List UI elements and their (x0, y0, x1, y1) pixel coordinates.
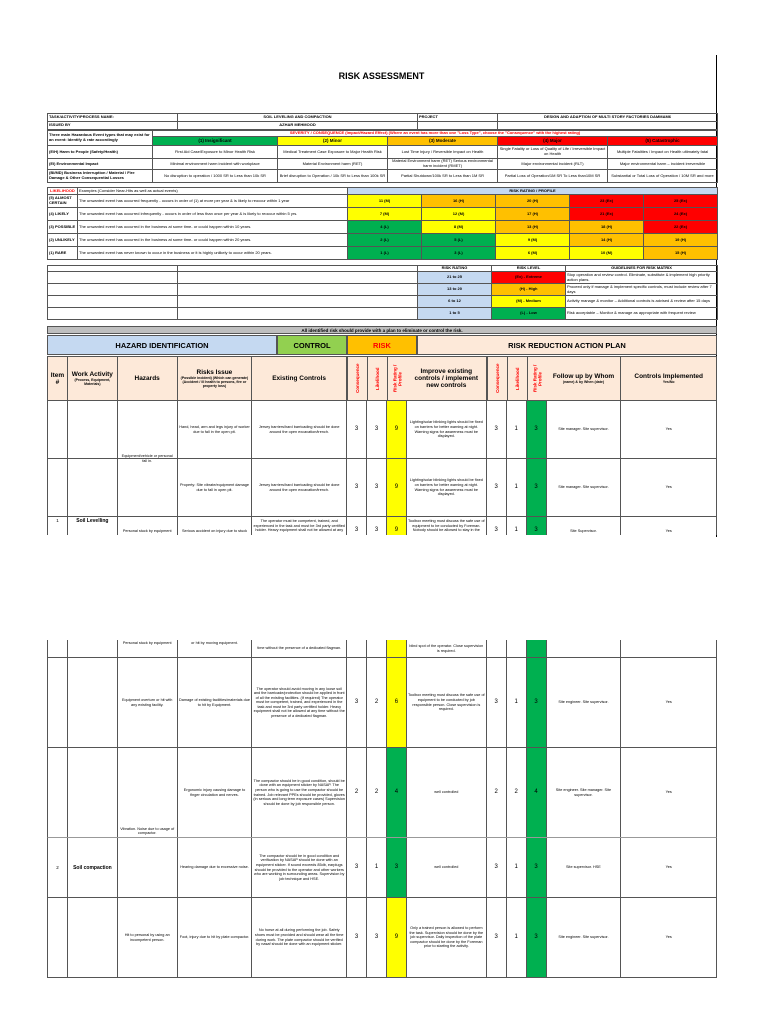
existing-cell: time without the presence of a dedicated flagman. (252, 640, 347, 657)
severity-level-2: (2) Minor (278, 137, 388, 146)
implemented-cell: Yes (665, 427, 672, 432)
matrix-cell: 20 (H) (496, 195, 570, 208)
rating2-cell: 4 (527, 748, 547, 837)
column-headers (47, 356, 717, 401)
guideline-text: Stop operation and review control. Eliminate, substitute & implement high priority action plans. (566, 272, 718, 284)
existing-cell: No horse at all during performing the job. Safety shoes must be provided and should wear all the time during work. The plate compactor should be verified by nasaf should be done with an equipment sticker. (252, 898, 347, 977)
rating-cell (387, 640, 407, 657)
project-label: PROJECT (418, 114, 498, 122)
improve-cell: well controlled (407, 838, 487, 897)
severity-cell: Material Environment harm (RET) (278, 159, 388, 170)
severity-level-3: (3) Moderate (388, 137, 498, 146)
severity-type: (EI) Environmental Impact (48, 159, 153, 170)
activity-cell: Soil compaction (68, 838, 118, 897)
section-headers (47, 335, 717, 355)
table-row (47, 517, 717, 535)
likelihood2-cell: 1 (507, 401, 527, 458)
page-1 (47, 55, 717, 537)
rating-cell: 6 (387, 658, 407, 747)
consequence-cell: 3 (347, 459, 367, 516)
rating2-cell: 3 (527, 898, 547, 977)
table-row (47, 748, 717, 838)
likelihood-cell: 3 (367, 401, 387, 458)
risk-matrix-header: RISK RATING / PROFILE (348, 188, 718, 195)
rating-cell: 9 (387, 517, 407, 535)
col-likelihood2: Likelihood (507, 357, 527, 400)
severity-cell: Major environmental harm – incident irreversible (608, 159, 718, 170)
severity-cell: Partial Shutdown/100k SR to Less than 1M SR (388, 170, 498, 183)
matrix-cell: 24 (Ex) (644, 208, 718, 221)
risk-cell: Property: Site vibrate/equipment damage due to fall in open pit. (178, 459, 253, 516)
implemented-cell: Yes (665, 700, 672, 705)
severity-level-4: (4) Major (498, 137, 608, 146)
item-number: 2 (48, 838, 68, 897)
consequence2-cell: 3 (487, 658, 507, 747)
matrix-cell: 5 (L) (422, 234, 496, 247)
matrix-cell: 22 (Ex) (644, 221, 718, 234)
guideline-text: Risk acceptable – Monitor & manage as appropriate with frequent review (566, 308, 718, 320)
matrix-cell: 4 (L) (348, 221, 422, 234)
likelihood-label: (5) ALMOST CERTAIN (48, 195, 78, 208)
col-rating2: Risk Rating / Profile (527, 357, 547, 400)
likelihood-desc: The unwanted event has occurred infrequently - occurs in order of less than once per year & is likely to reoccur within 5 yrs. (78, 208, 348, 221)
risk-level-header: RISK LEVEL (492, 266, 566, 272)
likelihood-table (47, 187, 718, 260)
severity-cell: Single Fatality or Loss of Quality of Life / Irreversible Impact on Health (498, 146, 608, 159)
col-risks-sub: (Possible incident) (Which can generate) (Accident / ill health to persons, fire or property loss) (180, 376, 249, 388)
rating-cell: 4 (387, 748, 407, 837)
severity-cell: Minimal environment harm incident with workplace (153, 159, 278, 170)
rating2-cell: 3 (527, 838, 547, 897)
consequence-cell: 3 (347, 838, 367, 897)
risk-assessment-header: RISK (347, 335, 417, 355)
matrix-cell: 21 (Ex) (570, 208, 644, 221)
likelihood-label: (4) LIKELY (48, 208, 78, 221)
likelihood-cell: 3 (367, 459, 387, 516)
severity-cell: Brief disruption to Operation / 10k SR to Less than 100k SR (278, 170, 388, 183)
col-implemented (621, 357, 716, 400)
improve-cell: Toolbox meeting must discuss the safe use of equipment to be conducted by Foreman. Nobody should be allowed to stay in the (407, 517, 487, 535)
matrix-cell: 7 (M) (348, 208, 422, 221)
likelihood-label: (1) RARE (48, 247, 78, 260)
table-row (47, 898, 717, 978)
existing-cell: The compactor should be in good condition and verification by NASAP should be done with an equipment sticker. If sound exceeds 85db, earplugs should be provided to the operator and other workers who are working in surrounding areas. Supervision by job technique and HSE. (252, 838, 347, 897)
likelihood2-cell: 1 (507, 838, 527, 897)
hazard-cell: Personal stuck by equipment (118, 517, 178, 535)
guidelines-header: GUIDELINES FOR RISK MATRIX (566, 266, 718, 272)
guideline-text: Activity manage & monitor – Additional controls is advised & review after 15 days (566, 296, 718, 308)
guideline-text: Proceed only if manage & implement specific controls, must include review after 7 days (566, 284, 718, 296)
likelihood-desc: The unwanted event has never known to occur in the business or it is highly unlikely to occur within 20 years. (78, 247, 348, 260)
matrix-cell: 23 (Ex) (570, 195, 644, 208)
consequence-cell: 3 (347, 658, 367, 747)
severity-cell: First Aid Case/Exposure to Minor Health Risk (153, 146, 278, 159)
risk-reduction-header: RISK REDUCTION ACTION PLAN (417, 335, 717, 355)
rating-cell: 3 (387, 838, 407, 897)
rating2-cell: 3 (527, 658, 547, 747)
risk-level-value: (Ex) - Extreme (492, 272, 566, 284)
improve-cell: Lighting/solar blinking lights should be fixed on barriers for better warning at night. Warning signs for awareness must be displayed. (407, 459, 487, 516)
consequence2-cell: 2 (487, 748, 507, 837)
col-activity-sub: (Process, Equipment, Materials) (74, 378, 111, 386)
follow-cell: Site engineer. Site supervisor. (547, 658, 622, 747)
matrix-cell: 9 (M) (496, 234, 570, 247)
likelihood-header-note: Examples (Consider Near-Hits as well as actual events) (78, 188, 348, 195)
implemented-cell: Yes (665, 529, 672, 534)
severity-table (47, 130, 718, 183)
risk-level-value: (H) - High (492, 284, 566, 296)
severity-cell: Major environmental incident (RLT) (498, 159, 608, 170)
existing-cell: The operator should avoid moving in any loose soil and the barricade/protection should be applied in front of all the existing facilities. (If required) The operator must be competent, trained, and experienced in the task and must be 3rd party certified holder. Heavy equipment shall not be allowed at any time without the presence of a dedicated flagman. (252, 658, 347, 747)
control-header: CONTROL (277, 335, 347, 355)
activity-cell: Soil Levelling (68, 517, 118, 535)
severity-cell: Medical Treatment Case Exposure to Major Health Risk (278, 146, 388, 159)
improve-cell: Toolbox meeting must discuss the safe use of equipment to be conducted by job responsible person. Close supervision is required. (407, 658, 487, 747)
col-activity-label: Work Activity (71, 371, 113, 378)
table-row (47, 401, 717, 463)
hazard-cell: Equipment/vehicle or personal fall in. (118, 401, 178, 517)
matrix-cell: 2 (L) (348, 234, 422, 247)
table-row (47, 658, 717, 748)
likelihood-desc: The unwanted event has occurred in the business at some time- or could happen within 10 years. (78, 221, 348, 234)
existing-cell: Jersey barriers/hard barricading should be done around the open excavation/trench. (252, 459, 347, 516)
consequence-cell: 3 (347, 401, 367, 458)
matrix-cell: 25 (Ex) (644, 195, 718, 208)
severity-cell: Multiple Fatalities / Impact on Health ultimately fatal (608, 146, 718, 159)
follow-cell: Site manager. Site supervisor. (547, 459, 622, 516)
col-risks (178, 357, 253, 400)
risk-cell: Ergonomic injury causing damage to finger circulation and nerves. (178, 748, 253, 837)
col-consequence: Consequence (347, 357, 367, 400)
risk-cell: Hand, head, arm and legs injury of worker due to fall in the open pit. (178, 401, 253, 458)
matrix-cell: 1 (L) (348, 247, 422, 260)
rating2-cell: 3 (527, 517, 547, 535)
col-follow (547, 357, 622, 400)
rating-cell: 9 (387, 401, 407, 458)
improve-cell: blind spot of the operator. Close supervision is required. (407, 640, 487, 657)
consequence-cell: 3 (347, 517, 367, 535)
consequence2-cell: 3 (487, 517, 507, 535)
risk-rating-value: 6 to 12 (418, 296, 492, 308)
severity-level-1: (1) Insignificant (153, 137, 278, 146)
follow-cell: Site engineer. Site supervisor. (547, 898, 622, 977)
rating2-cell: 3 (527, 459, 547, 516)
risk-cell: Hearing damage due to excessive noise. (178, 838, 253, 897)
severity-type: (BI/MD) Business Interruption / Material / Fire Damage & Other Consequential Losses (48, 170, 153, 183)
likelihood-cell: 3 (367, 898, 387, 977)
matrix-cell: 3 (L) (422, 247, 496, 260)
issued-label: ISSUED BY (48, 122, 178, 130)
risk-cell: Serious accident on injury due to stuck (178, 517, 253, 535)
likelihood2-cell: 1 (507, 898, 527, 977)
hazard-identification-header: HAZARD IDENTIFICATION (47, 335, 277, 355)
matrix-cell: 16 (H) (422, 195, 496, 208)
consequence2-cell: 3 (487, 459, 507, 516)
task-label: TASK/ACTIVITY/PROCESS NAME: (48, 114, 178, 122)
consequence-cell: 3 (347, 898, 367, 977)
severity-level-5: (5) Catastrophic (608, 137, 718, 146)
matrix-cell: 14 (H) (570, 234, 644, 247)
col-hazards: Hazards (118, 357, 178, 400)
existing-cell: The operator must be competent, trained, and experienced in the task and must be 3rd party certified holder. Heavy equipment shall not be allowed at any (252, 517, 347, 535)
likelihood-cell: 2 (367, 748, 387, 837)
severity-cell: Substantial or Total Loss of Operation / 10M SR and more (608, 170, 718, 183)
col-consequence2: Consequence (487, 357, 507, 400)
item-number: 1 (48, 517, 68, 535)
matrix-cell: 19 (H) (644, 234, 718, 247)
rating2-cell: 3 (527, 401, 547, 458)
table-row (47, 838, 717, 898)
likelihood2-cell: 1 (507, 658, 527, 747)
hazard-cell: Personal stuck by equipment (118, 640, 178, 657)
consequence2-cell: 3 (487, 898, 507, 977)
severity-intro: Three main Hazardous Event types that may exist for an event: Identify & rate accordingly (48, 131, 153, 146)
hazard-cell: Vibration. Noise due to usage of compactor. (118, 748, 178, 837)
severity-header-note: SEVERITY / CONSEQUENCE (Impact/Hazard Effect) (Where an event has more than one "Loss Type", choose the "Consequence" with the highest rating) (153, 131, 718, 137)
existing-cell: The compactor should be in good condition, should be done with an equipment sticker by NASAP. The person who is going to use the compactor should be trained. Job relevant PPEs should be provided, gloves (in serious and long term exposure cases) Supervision should be done by job responsible person. (252, 748, 347, 837)
matrix-cell: 8 (M) (422, 221, 496, 234)
follow-cell: Site engineer. Site manager. Site supervisor. (547, 748, 622, 837)
likelihood-label: (2) UNLIKELY (48, 234, 78, 247)
risk-rating-value: 21 to 25 (418, 272, 492, 284)
page-title: RISK ASSESSMENT (338, 71, 425, 81)
risk-cell: Damage of existing facilities/materials due to hit by Equipment. (178, 658, 253, 747)
col-implemented-sub: Yes/No (662, 380, 675, 384)
matrix-cell: 18 (H) (570, 221, 644, 234)
existing-cell: Jersey barriers/hard barricading should be done around the open excavation/trench. (252, 401, 347, 458)
matrix-cell: 17 (H) (496, 208, 570, 221)
col-existing: Existing Controls (252, 357, 347, 400)
col-follow-label: Follow up by Whom (552, 373, 615, 380)
matrix-cell: 12 (M) (422, 208, 496, 221)
follow-cell: Site supervisor. HSE (547, 838, 622, 897)
likelihood2-cell: 2 (507, 748, 527, 837)
risk-cell: or hit by moving equipment. (178, 640, 253, 657)
task-value: SOIL LEVELING AND COMPACTION (178, 114, 418, 122)
likelihood-desc: The unwanted event has occurred in the business at some time- or could happen within 20 years. (78, 234, 348, 247)
severity-cell: Partial Loss of Operation/1M SR To Less than10M SR (498, 170, 608, 183)
col-likelihood: Likelihood (367, 357, 387, 400)
implemented-cell: Yes (665, 935, 672, 940)
hazard-rows-page1 (47, 401, 717, 535)
likelihood-cell: 3 (367, 517, 387, 535)
project-value: DESIGN AND ADAPTION OF MULTI STORY FACTORIES DAMMAM6 (498, 114, 718, 122)
likelihood-cell: 2 (367, 658, 387, 747)
matrix-cell: 11 (M) (348, 195, 422, 208)
matrix-cell: 15 (H) (644, 247, 718, 260)
follow-cell: Site Supervisor. (547, 517, 622, 535)
likelihood-desc: The unwanted event has occurred frequently - occurs in order of (1) at more per year & is likely to reoccur within 1 year (78, 195, 348, 208)
likelihood2-cell: 1 (507, 517, 527, 535)
table-row (47, 459, 717, 517)
info-table (47, 113, 718, 130)
col-item: Item # (48, 357, 68, 400)
improve-cell: Only a trained person is allowed to perform the task. Supervision should be done by the job supervisor. Daily inspection of the plate compactor should be done by the Foreman prior to starting the activity. (407, 898, 487, 977)
matrix-cell: 13 (H) (496, 221, 570, 234)
likelihood-cell: 1 (367, 838, 387, 897)
page-2 (47, 641, 717, 980)
issued-value: AZHAR MEHMOOD (178, 122, 418, 130)
risk-cell: Foot, injury due to hit by plate compactor. (178, 898, 253, 977)
severity-cell: No disruption to operation / 1000 SR to Less than 10k SR (153, 170, 278, 183)
hazard-cell: Equipment overturn or hit with any existing facility. (118, 658, 178, 747)
likelihood-header: LIKELIHOOD (48, 188, 78, 195)
guidelines-table (47, 265, 718, 320)
col-follow-sub: (name) & by When (date) (562, 380, 605, 384)
rating-cell: 9 (387, 898, 407, 977)
risk-level-value: (L) - Low (492, 308, 566, 320)
col-risks-label: Risks Issue (196, 369, 233, 376)
hazard-rows-page2 (47, 640, 717, 978)
control-note: All identified risk should provide with a plan to eliminate or control the risk. (47, 326, 717, 334)
improve-cell: Lighting/solar blinking lights should be fixed on barriers for better warning at night. Warning signs for awareness must be displayed. (407, 401, 487, 458)
matrix-cell: 10 (M) (570, 247, 644, 260)
col-improve: Improve existing controls / implement new controls (407, 357, 487, 400)
consequence2-cell: 3 (487, 401, 507, 458)
implemented-cell: Yes (665, 865, 672, 870)
severity-type: (E/H) Harm to People (Safety/Health) (48, 146, 153, 159)
col-implemented-label: Controls Implemented (634, 373, 703, 380)
hazard-cell: Hit to personal by using an incompetent person. (118, 898, 178, 977)
risk-rating-header: RISK RATING (418, 266, 492, 272)
consequence-cell: 2 (347, 748, 367, 837)
table-row (47, 640, 717, 658)
implemented-cell: Yes (665, 485, 672, 490)
likelihood-label: (3) POSSIBLE (48, 221, 78, 234)
improve-cell: well controlled (407, 748, 487, 837)
matrix-cell: 6 (M) (496, 247, 570, 260)
risk-rating-value: 13 to 20 (418, 284, 492, 296)
consequence2-cell: 3 (487, 838, 507, 897)
risk-level-value: (M) - Medium (492, 296, 566, 308)
col-rating: Risk Rating / Profile (387, 357, 407, 400)
rating-cell: 9 (387, 459, 407, 516)
severity-cell: Lost Time Injury / Reversible Impact on Health (388, 146, 498, 159)
rating2-cell (527, 640, 547, 657)
follow-cell: Site manager. Site supervisor. (547, 401, 622, 458)
col-activity (68, 357, 118, 400)
implemented-cell: Yes (665, 790, 672, 795)
risk-rating-value: 1 to 5 (418, 308, 492, 320)
likelihood2-cell: 1 (507, 459, 527, 516)
severity-cell: Material Environment harm (RET) Serious environmental harm incident (RMET) (388, 159, 498, 170)
